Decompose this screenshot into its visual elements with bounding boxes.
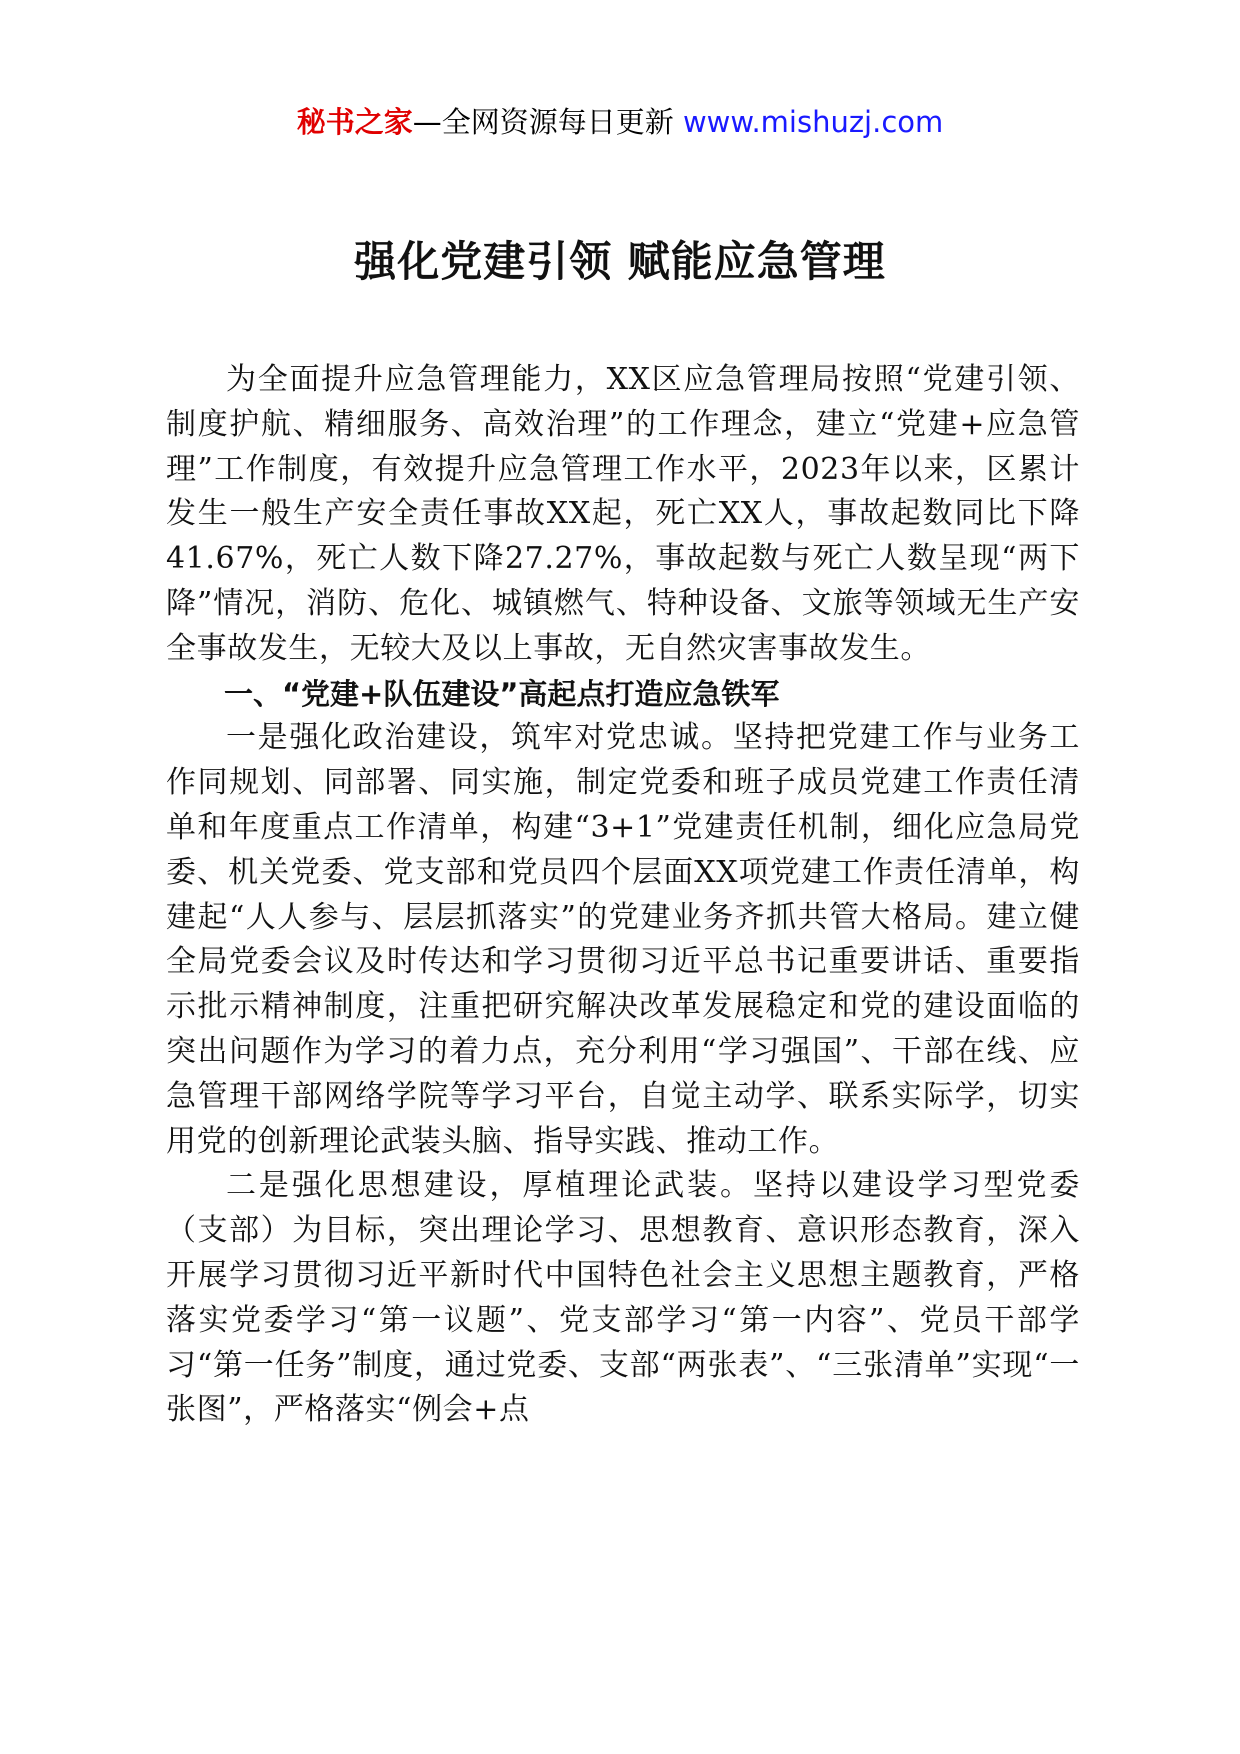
document-title: 强化党建引领 赋能应急管理 [354,237,886,286]
intro-paragraph: 为全面提升应急管理能力，XX区应急管理局按照“党建引领、制度护航、精细服务、高效治理”的工作理念，建立“党建+应急管理”工作制度，有效提升应急管理工作水平，2023年以来，区累计发生一般生产安全责任事故XX起，死亡XX人，事故起数同比下降41.67%，死亡人数下降27.27%，事故起数与死亡人数呈现“两下降”情况，消防、危化、城镇燃气、特种设备、文旅等领域无生产安全事故发生，无较大及以上事故，无自然灾害事故发生。 [166,362,1080,666]
section-heading: 一、“党建+队伍建设”高起点打造应急铁军 [224,676,780,711]
document-body [166,358,1080,1433]
site-banner [0,100,1240,144]
body-paragraph: 一是强化政治建设，筑牢对党忠诚。坚持把党建工作与业务工作同规划、同部署、同实施，制定党委和班子成员党建工作责任清单和年度重点工作清单，构建“3+1”党建责任机制，细化应急局党委、机关党委、党支部和党员四个层面XX项党建工作责任清单，构建起“人人参与、层层抓落实”的党建业务齐抓共管大格局。建立健全局党委会议及时传达和学习贯彻习近平总书记重要讲话、重要指示批示精神制度，注重把研究解决改革发展稳定和党的建设面临的突出问题作为学习的着力点，充分利用“学习强国”、干部在线、应急管理干部网络学院等学习平台，自觉主动学、联系实际学，切实用党的创新理论武装头脑、指导实践、推动工作。 [166,720,1080,1159]
site-brand: 秘书之家 [296,105,413,139]
site-slogan: —全网资源每日更新 [412,105,683,139]
body-paragraph: 二是强化思想建设，厚植理论武装。坚持以建设学习型党委（支部）为目标，突出理论学习、思想教育、意识形态教育，深入开展学习贯彻习近平新时代中国特色社会主义思想主题教育，严格落实党委学习“第一议题”、党支部学习“第一内容”、党员干部学习“第一任务”制度，通过党委、支部“两张表”、“三张清单”实现“一张图”，严格落实“例会+点 [166,1168,1080,1428]
site-url-link[interactable]: www.mishuzj.com [682,105,944,139]
